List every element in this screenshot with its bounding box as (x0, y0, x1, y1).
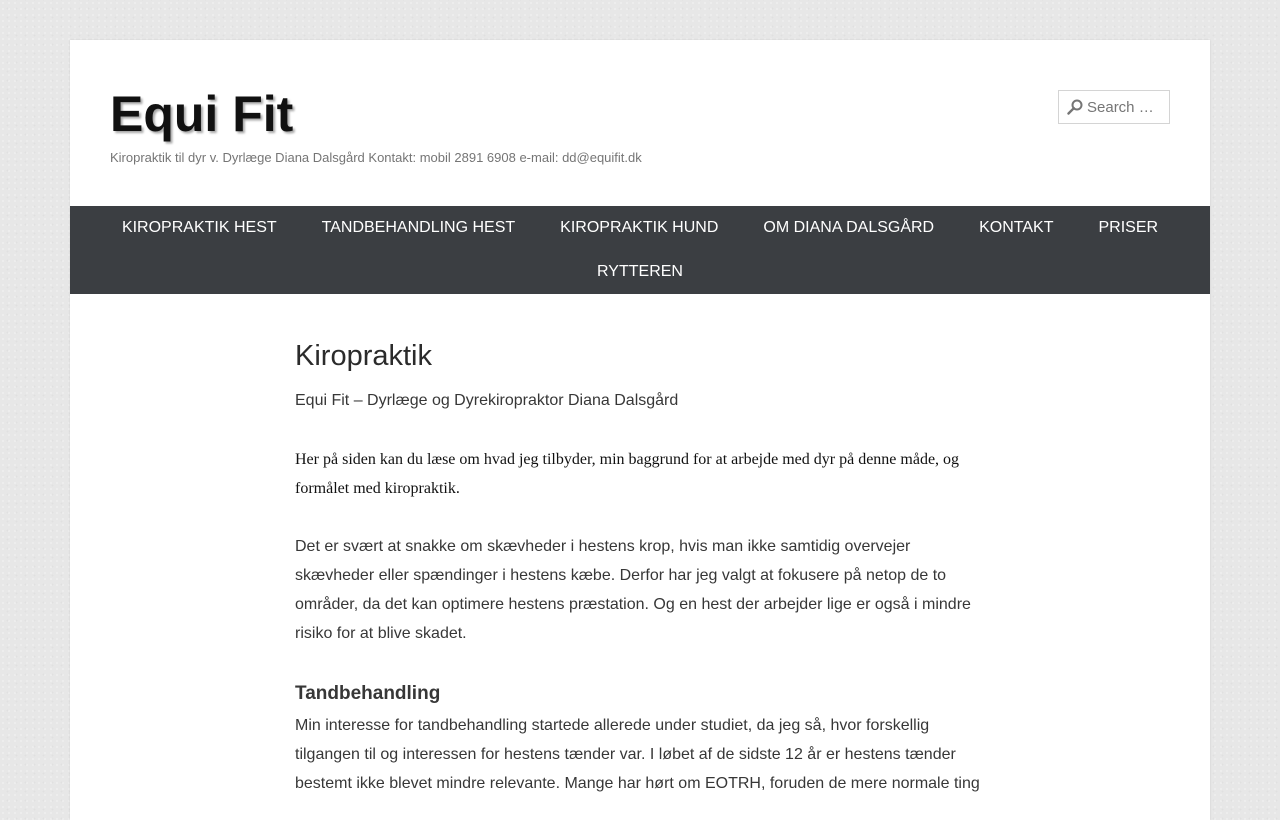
nav-item-tandbehandling-hest[interactable]: TANDBEHANDLING HEST (321, 219, 516, 236)
article-content (295, 336, 985, 798)
nav-item-kiropraktik-hest[interactable]: KIROPRAKTIK HEST (121, 219, 277, 236)
search-form (1058, 90, 1170, 124)
nav-item-kiropraktik-hund[interactable]: KIROPRAKTIK HUND (560, 219, 719, 236)
site-header (70, 40, 1210, 206)
body-paragraph: Det er svært at snakke om skævheder i hestens krop, hvis man ikke samtidig overvejer skævheder eller spændinger i hestens kæbe. Derfor har jeg valgt at fokusere på netop de to områder, da det kan optimere hestens præstation. Og en hest der arbejder lige er også i mindre risiko for at blive skadet. (295, 538, 971, 642)
nav-item-priser[interactable]: PRISER (1098, 219, 1159, 236)
search-icon[interactable] (1067, 99, 1083, 115)
page-title: Kiropraktik (295, 340, 432, 372)
nav-row (70, 206, 1210, 250)
page-container (70, 40, 1210, 820)
intro-paragraph: Her på siden kan du læse om hvad jeg tilbyder, min baggrund for at arbejde med dyr på denne måde, og formålet med kiropraktik. (295, 451, 960, 497)
body-paragraph-tandbehandling: Min interesse for tandbehandling startede allerede under studiet, da jeg så, hvor forskellig tilgangen til og interessen for hestens tænder var. I løbet af de sidste 12 år er hestens tænder bestemt ikke blevet mindre relevante. Mange har hørt om EOTRH, foruden de mere normale ting (295, 717, 980, 792)
nav-item-om-diana-dalsgaard[interactable]: OM DIANA DALSGÅRD (763, 219, 935, 236)
site-title[interactable]: Equi Fit (110, 86, 294, 142)
site-description: Kiropraktik til dyr v. Dyrlæge Diana Dalsgård Kontakt: mobil 2891 6908 e-mail: dd@equifit.dk (110, 150, 642, 165)
search-input[interactable] (1087, 91, 1167, 123)
nav-item-rytteren[interactable]: RYTTEREN (597, 263, 683, 280)
nav-item-kontakt[interactable]: KONTAKT (979, 219, 1054, 236)
section-heading-tandbehandling: Tandbehandling (295, 683, 441, 704)
intro-text: Equi Fit – Dyrlæge og Dyrekiropraktor Diana Dalsgård (295, 392, 679, 409)
nav-row (70, 250, 1210, 294)
main-navigation (70, 206, 1210, 294)
